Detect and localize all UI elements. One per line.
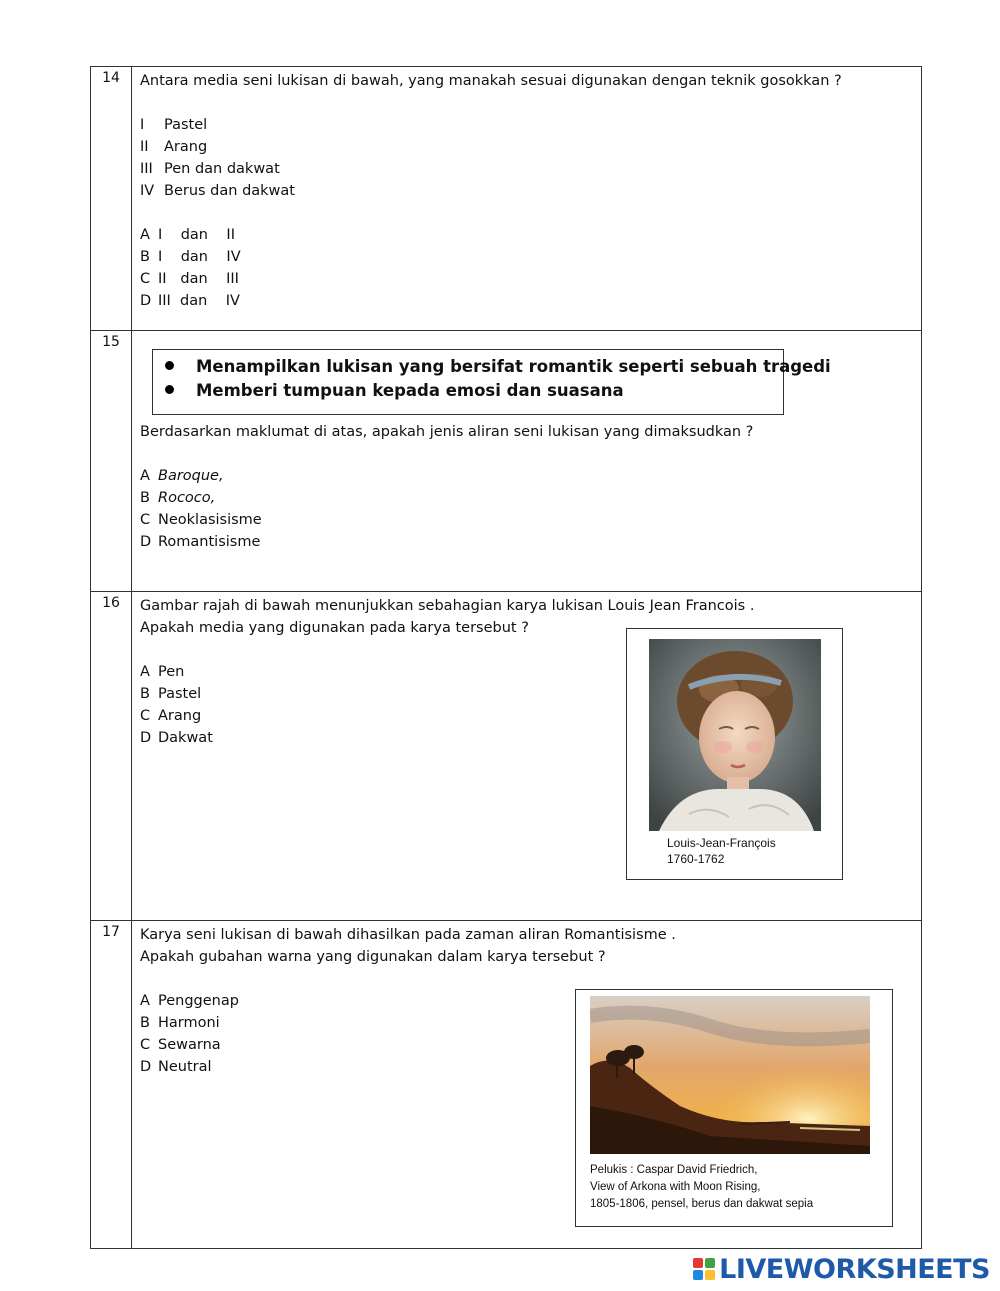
bullet-icon bbox=[165, 385, 174, 394]
question-stem: Apakah media yang digunakan pada karya tersebut ? bbox=[140, 620, 529, 636]
answer-option-b[interactable]: B I dan IV bbox=[140, 249, 241, 265]
answer-option-d[interactable]: D Dakwat bbox=[140, 730, 213, 746]
question-stem: Gambar rajah di bawah menunjukkan sebahagian karya lukisan Louis Jean Francois . bbox=[140, 598, 755, 614]
figure-caption: Pelukis : Caspar David Friedrich, View of Arkona with Moon Rising, 1805-1806, pensel, berus dan dakwat sepia bbox=[590, 1164, 814, 1210]
question-17-row bbox=[91, 921, 921, 1248]
question-stem: Apakah gubahan warna yang digunakan dalam karya tersebut ? bbox=[140, 949, 606, 965]
liveworksheets-logo bbox=[693, 1255, 990, 1283]
answer-option-d[interactable]: D Neutral bbox=[140, 1059, 212, 1075]
answer-option-a[interactable]: A Pen bbox=[140, 664, 185, 680]
roman-item: III Pen dan dakwat bbox=[140, 161, 280, 177]
answer-option-a[interactable]: A Penggenap bbox=[140, 993, 239, 1009]
info-box bbox=[152, 349, 831, 415]
column-divider bbox=[131, 67, 132, 330]
painting-figure bbox=[575, 989, 893, 1227]
landscape-painting-image bbox=[590, 996, 870, 1154]
column-divider bbox=[131, 921, 132, 1248]
column-divider bbox=[131, 592, 132, 920]
info-point: Menampilkan lukisan yang bersifat romantik seperti sebuah tragedi bbox=[165, 356, 831, 378]
figure-caption: Louis-Jean-François 1760-1762 bbox=[667, 836, 776, 866]
answer-option-c[interactable]: C Neoklasisisme bbox=[140, 512, 262, 528]
question-number: 16 bbox=[102, 595, 120, 611]
column-divider bbox=[131, 331, 132, 591]
question-stem: Berdasarkan maklumat di atas, apakah jenis aliran seni lukisan yang dimaksudkan ? bbox=[140, 424, 754, 440]
logo-tiles-icon bbox=[693, 1258, 715, 1280]
answer-option-b[interactable]: B Rococo, bbox=[140, 490, 216, 506]
painting-figure bbox=[626, 628, 843, 880]
answer-option-b[interactable]: B Harmoni bbox=[140, 1015, 220, 1031]
roman-item: I Pastel bbox=[140, 117, 208, 133]
question-stem: Antara media seni lukisan di bawah, yang manakah sesuai digunakan dengan teknik gosokkan ? bbox=[140, 73, 842, 89]
answer-option-d[interactable]: D III dan IV bbox=[140, 293, 240, 309]
answer-option-a[interactable]: A I dan II bbox=[140, 227, 235, 243]
answer-option-a[interactable]: A Baroque, bbox=[140, 468, 224, 484]
info-point: Memberi tumpuan kepada emosi dan suasana bbox=[165, 380, 624, 402]
answer-option-c[interactable]: C II dan III bbox=[140, 271, 239, 287]
question-14-content bbox=[140, 70, 911, 312]
answer-option-c[interactable]: C Arang bbox=[140, 708, 202, 724]
question-stem: Karya seni lukisan di bawah dihasilkan pada zaman aliran Romantisisme . bbox=[140, 927, 676, 943]
question-number: 14 bbox=[102, 70, 120, 86]
portrait-painting-image bbox=[649, 639, 821, 831]
question-16-row bbox=[91, 592, 921, 921]
bullet-icon bbox=[165, 361, 174, 370]
logo-text: LIVEWORKSHEETS bbox=[719, 1253, 990, 1285]
question-number: 15 bbox=[102, 334, 120, 350]
question-number: 17 bbox=[102, 924, 120, 940]
answer-option-c[interactable]: C Sewarna bbox=[140, 1037, 221, 1053]
answer-option-b[interactable]: B Pastel bbox=[140, 686, 202, 702]
question-14-row bbox=[91, 67, 921, 331]
question-15-row bbox=[91, 331, 921, 592]
roman-item: II Arang bbox=[140, 139, 208, 155]
question-table bbox=[90, 66, 922, 1249]
roman-item: IV Berus dan dakwat bbox=[140, 183, 295, 199]
answer-option-d[interactable]: D Romantisisme bbox=[140, 534, 261, 550]
